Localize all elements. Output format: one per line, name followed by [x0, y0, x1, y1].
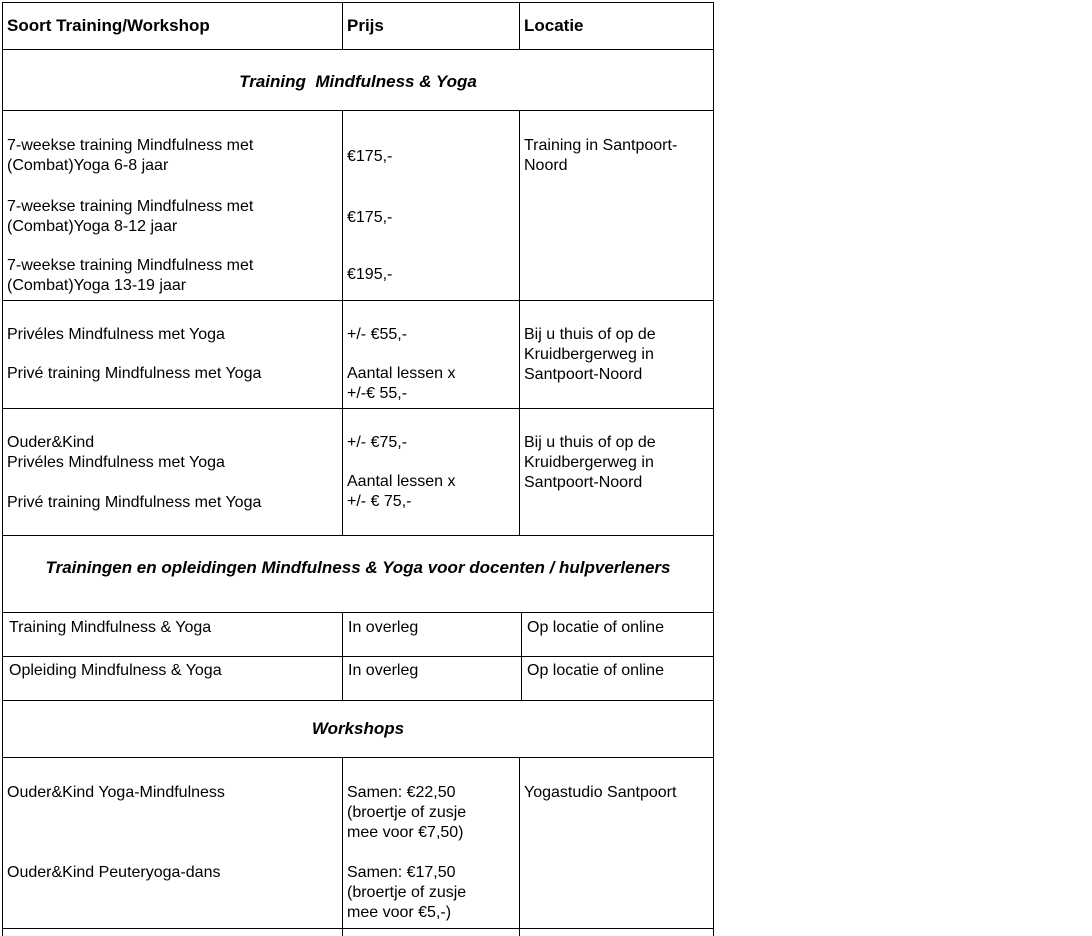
table-cell-location: Yogastudio Santpoort	[524, 784, 677, 801]
table-cell-price: +/- €55,-	[347, 326, 408, 343]
table-cell-price: In overleg	[348, 619, 419, 636]
section-title: Workshops	[311, 719, 405, 738]
table-cell-item: 7-weekse training Mindfulness met (Combat)Yoga 6-8 jaar	[7, 137, 254, 174]
table-cell-item: Privéles Mindfulness met Yoga	[7, 326, 225, 343]
table-cell-location: Op locatie of online	[527, 662, 664, 679]
section-title: Training Mindfulness & Yoga	[239, 72, 477, 91]
table-rule	[2, 300, 714, 301]
table-rule	[2, 928, 714, 929]
table-cell-item: Privé training Mindfulness met Yoga	[7, 365, 262, 382]
table-cell-item: 7-weekse training Mindfulness met (Combat)Yoga 13-19 jaar	[7, 257, 254, 294]
table-rule	[521, 612, 522, 701]
table-cell-item: Ouder&Kind Yoga-Mindfulness	[7, 784, 225, 801]
table-cell-price: €175,-	[347, 148, 393, 165]
column-header-type: Soort Training/Workshop	[7, 16, 210, 35]
table-rule	[2, 656, 714, 657]
table-cell-price: Aantal lessen x +/- € 75,-	[347, 473, 456, 510]
table-rule	[519, 2, 520, 50]
section-title: Trainingen en opleidingen Mindfulness & Yoga voor docenten / hulpverleners	[45, 558, 671, 577]
table-cell-price: Aantal lessen x +/-€ 55,-	[347, 365, 456, 402]
table-rule	[519, 757, 520, 936]
table-rule	[2, 2, 3, 936]
table-rule	[342, 110, 343, 536]
column-header-location: Locatie	[524, 16, 584, 35]
table-cell-price: €195,-	[347, 266, 393, 283]
table-rule	[342, 757, 343, 936]
table-rule	[2, 110, 714, 111]
table-cell-price: Samen: €22,50 (broertje of zusje mee voor €7,50)	[347, 784, 467, 841]
table-rule	[2, 49, 714, 50]
table-cell-location: Bij u thuis of op de Kruidbergerweg in Santpoort-Noord	[524, 326, 656, 383]
table-rule	[2, 408, 714, 409]
table-cell-item: Training Mindfulness & Yoga	[9, 619, 212, 636]
table-cell-price: €175,-	[347, 209, 393, 226]
table-rule	[342, 2, 343, 50]
table-cell-location: Training in Santpoort- Noord	[524, 137, 678, 174]
table-rule	[2, 535, 714, 536]
table-rule	[2, 757, 714, 758]
table-rule	[519, 110, 520, 536]
table-cell-item: Privé training Mindfulness met Yoga	[7, 494, 262, 511]
table-cell-location: Bij u thuis of op de Kruidbergerweg in Santpoort-Noord	[524, 434, 656, 491]
table-rule	[2, 612, 714, 613]
table-rule	[2, 700, 714, 701]
table-rule	[2, 2, 714, 3]
table-rule	[342, 612, 343, 701]
table-cell-item: Opleiding Mindfulness & Yoga	[9, 662, 222, 679]
table-rule	[713, 2, 714, 936]
column-header-price: Prijs	[347, 16, 384, 35]
table-cell-item: Ouder&Kind Privéles Mindfulness met Yoga	[7, 434, 225, 471]
table-cell-location: Op locatie of online	[527, 619, 664, 636]
table-cell-price: Samen: €17,50 (broertje of zusje mee voor €5,-)	[347, 864, 467, 921]
table-cell-item: 7-weekse training Mindfulness met (Combat)Yoga 8-12 jaar	[7, 198, 254, 235]
table-cell-item: Ouder&Kind Peuteryoga-dans	[7, 864, 221, 881]
table-cell-price: In overleg	[348, 662, 419, 679]
table-cell-price: +/- €75,-	[347, 434, 408, 451]
